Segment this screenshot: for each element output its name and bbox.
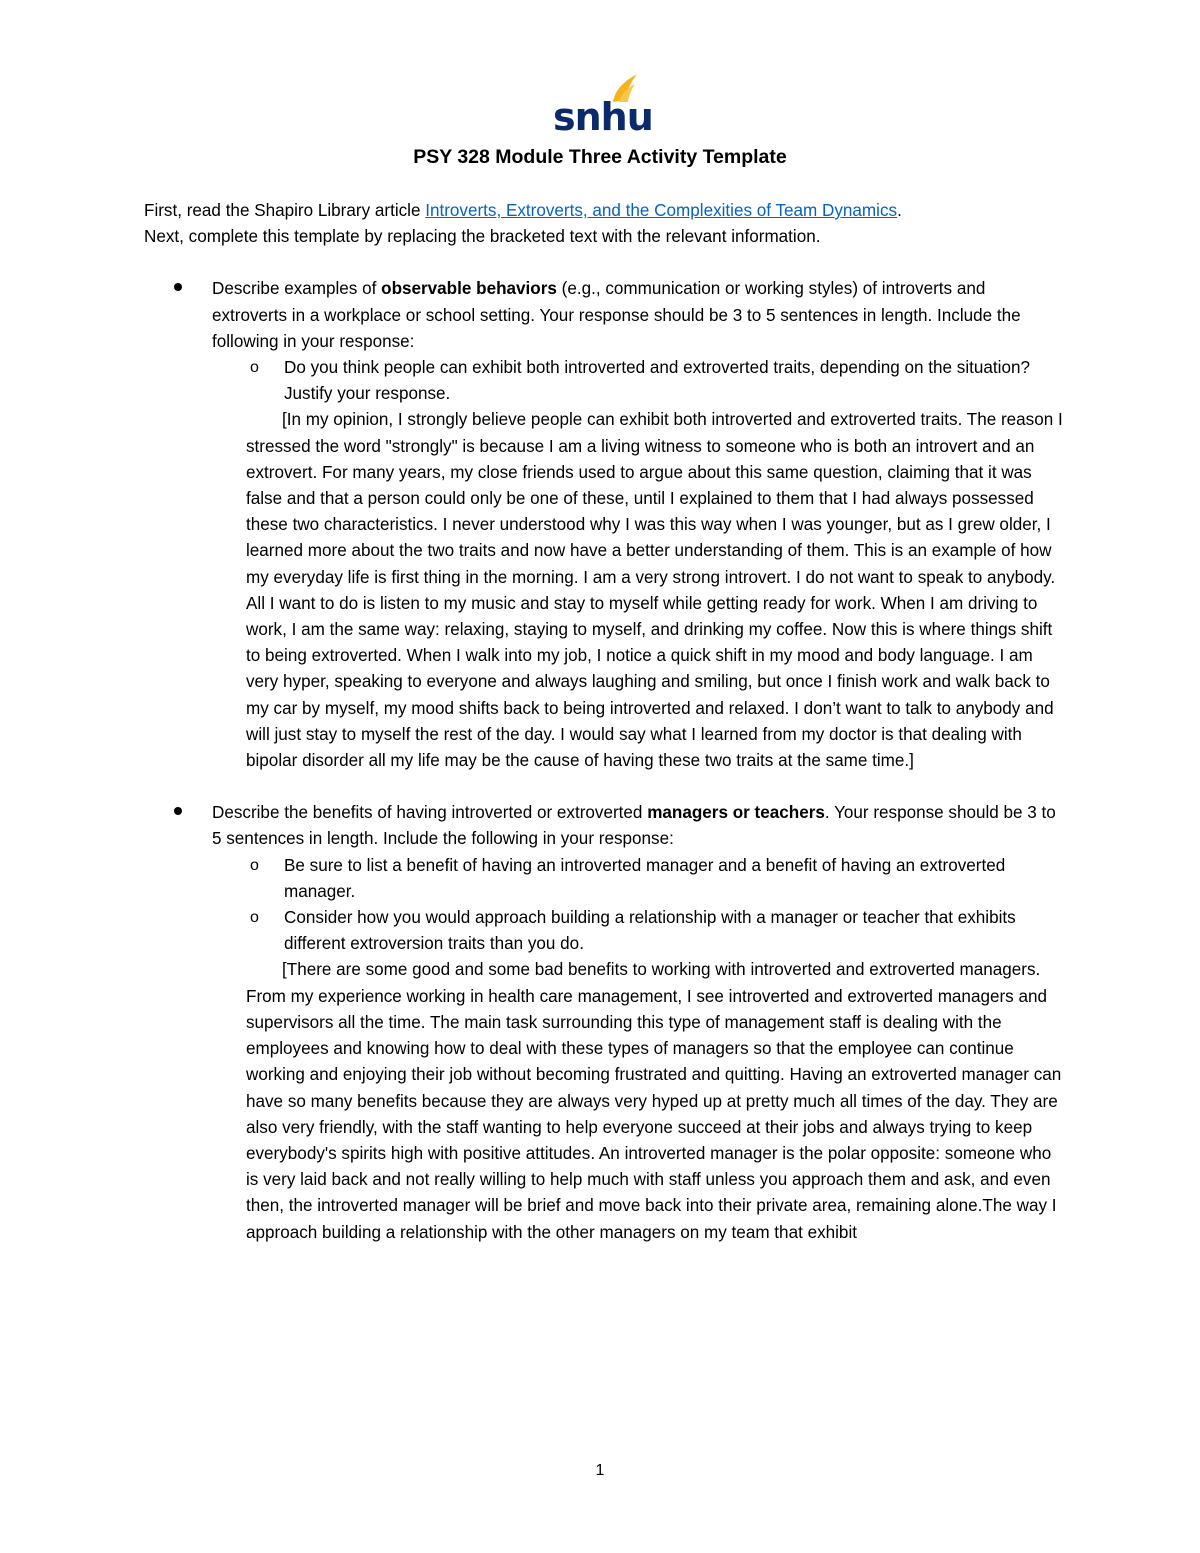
page-title: PSY 328 Module Three Activity Template <box>413 146 787 168</box>
answer-text[interactable]: [In my opinion, I strongly believe people can exhibit both introverted and extroverted traits. The reason I stressed the word "strongly" is because I am a living witness to someone who is both an introvert and an extrovert. For many years, my close friends used to argue about this same question, claiming that it was false and that a person could only be one of these, until I explained to them that I had always possessed these two characteristics. I never understood why I was this way when I was younger, but as I grew older, I learned more about the two traits and now have a better understanding of them. This is an example of how my everyday life is first thing in the morning. I am a very strong introvert. I do not want to speak to anybody. All I want to do is listen to my music and stay to myself while getting ready for work. When I am driving to work, I am the same way: relaxing, staying to myself, and drinking my coffee. Now this is where things shift to being extroverted. When I walk into my job, I notice a quick shift in my mood and body language. I am very hyper, speaking to everyone and always laughing and smiling, but once I finish work and walk back to my car by myself, my mood shifts back to being introverted and relaxed. I don’t want to talk to anybody and will just stay to myself the rest of the day. I would say what I learned from my doctor is that dealing with bipolar disorder all my life may be the cause of having these two traits at the same time.] <box>246 410 1063 771</box>
document-body <box>144 198 1064 1246</box>
sub-item: o Consider how you would approach building a relationship with a manager or teacher that exhibits different extroversion traits than you do. <box>212 905 1064 957</box>
bullet-icon <box>174 283 182 291</box>
bullet-icon <box>174 807 182 815</box>
question-prompt: Describe the benefits of having introverted or extroverted managers or teachers. Your response should be 3 to 5 sentences in length. Include the following in your response: <box>212 803 1056 849</box>
answer-text[interactable]: [There are some good and some bad benefits to working with introverted and extroverted managers. From my experience working in health care management, I see introverted and extroverted managers and supervisors all the time. The main task surrounding this type of management staff is dealing with the employees and knowing how to deal with these types of managers so that the employee can continue working and enjoying their job without becoming frustrated and quitting. Having an extroverted manager can have so many benefits because they are always very hyped up at pretty much all times of the day. They are also very friendly, with the staff wanting to help everyone succeed at their jobs and always trying to keep everybody's spirits high with positive attitudes. An introverted manager is the polar opposite: someone who is very laid back and not really willing to help much with staff unless you approach them and ask, and even then, the introverted manager will be brief and move back into their private area, remaining alone.The way I approach building a relationship with the other managers on my team that exhibit <box>246 960 1062 1242</box>
sub-item: o Be sure to list a benefit of having an introverted manager and a benefit of having an extroverted manager. <box>212 853 1064 905</box>
question-item <box>144 276 1064 774</box>
hollow-bullet-icon: o <box>250 359 259 377</box>
hollow-bullet-icon: o <box>250 909 259 927</box>
article-link[interactable]: Introverts, Extroverts, and the Complexities of Team Dynamics <box>425 201 898 220</box>
question-list <box>144 276 1064 1245</box>
page-number: 1 <box>595 1462 605 1479</box>
hollow-bullet-icon: o <box>250 856 259 874</box>
sub-list <box>212 853 1064 958</box>
sub-list <box>212 355 1064 407</box>
intro-line-1: First, read the Shapiro Library article Introverts, Extroverts, and the Complexities of Team Dynamics. <box>144 201 902 220</box>
intro-line-2: Next, complete this template by replacing the bracketed text with the relevant information. <box>144 227 821 247</box>
question-item <box>144 800 1064 1245</box>
question-prompt: Describe examples of observable behaviors (e.g., communication or working styles) of introverts and extroverts in a workplace or school setting. Your response should be 3 to 5 sentences in length. Include the following in your response: <box>212 279 1021 351</box>
logo-wordmark: snhu <box>553 95 653 139</box>
sub-item: o Do you think people can exhibit both introverted and extroverted traits, depending on the situation? Justify your response. <box>212 355 1064 407</box>
snhu-logo <box>553 72 653 139</box>
